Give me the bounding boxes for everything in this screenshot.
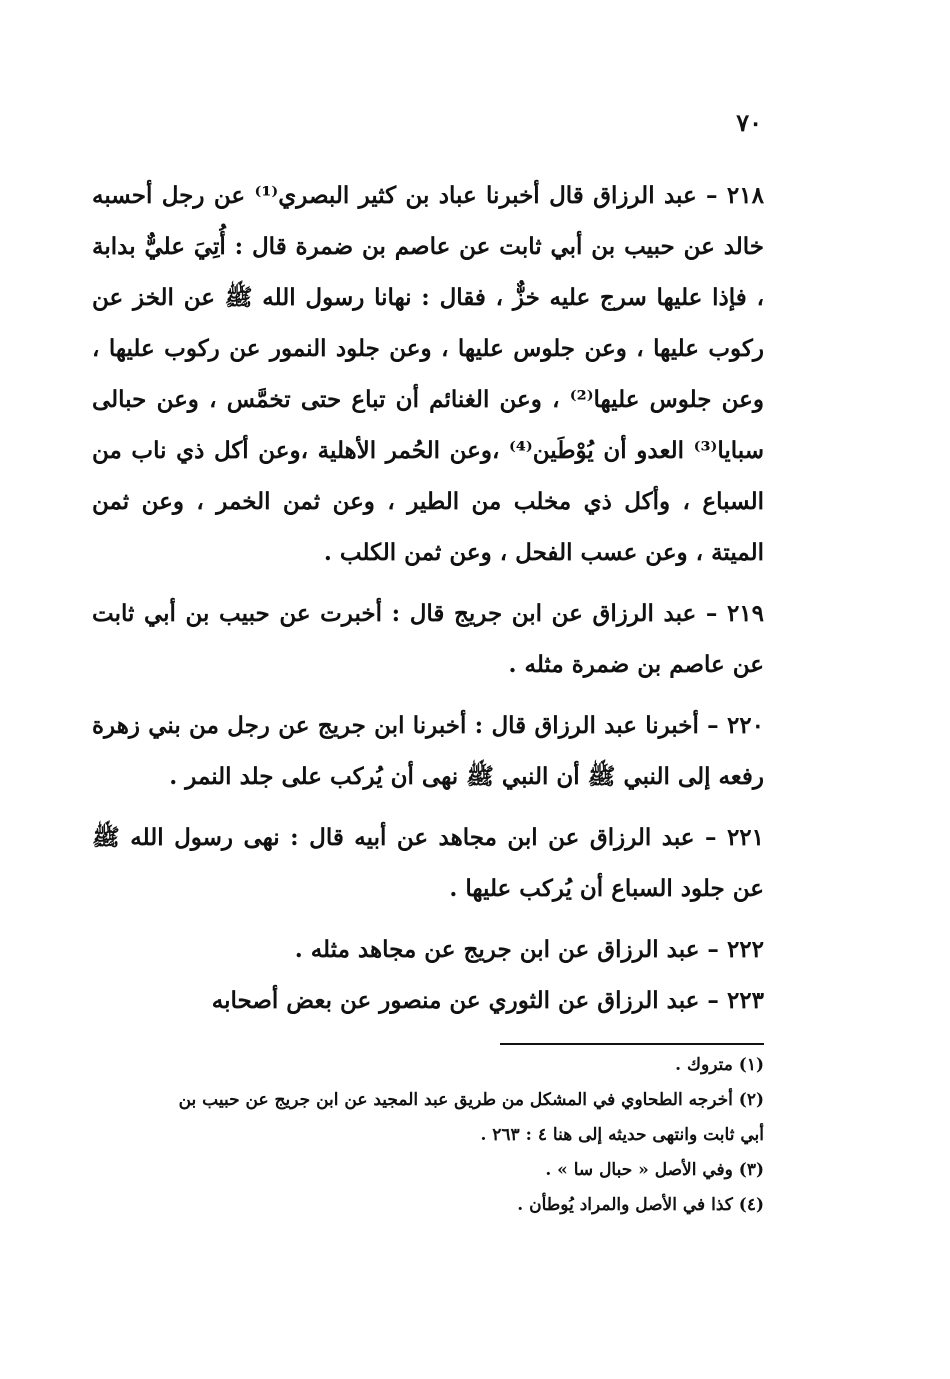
hadith-221: ٢٢١ – عبد الرزاق عن ابن مجاهد عن أبيه قال : نهى رسول الله ﷺ عن جلود السباع أن يُركب عليها . <box>92 824 764 902</box>
footnote-divider <box>500 1043 764 1045</box>
page-number: ٧٠ <box>736 108 762 137</box>
main-text-block <box>92 170 764 1026</box>
hadith-219: ٢١٩ – عبد الرزاق عن ابن جريج قال : أخبرت عن حبيب بن أبي ثابت عن عاصم بن ضمرة مثله . <box>92 600 764 678</box>
hadith-223: ٢٢٣ – عبد الرزاق عن الثوري عن منصور عن بعض أصحابه <box>211 987 764 1014</box>
footnote-3: (٣) وفي الأصل « حبال سا » . <box>545 1160 764 1180</box>
footnote-2-continuation: أبي ثابت وانتهى حديثه إلى هنا ٤ : ٢٦٣ . <box>480 1125 764 1145</box>
footnote-1: (١) متروك . <box>675 1055 764 1075</box>
footnote-4: (٤) كذا في الأصل والمراد يُوطأن . <box>517 1195 764 1215</box>
hadith-222: ٢٢٢ – عبد الرزاق عن ابن جريج عن مجاهد مثله . <box>294 936 764 963</box>
footnotes-block <box>92 1048 764 1223</box>
hadith-218: ٢١٨ – عبد الرزاق قال أخبرنا عباد بن كثير البصري⁽¹⁾ عن رجل أحسبه خالد عن حبيب بن أبي ثابت عن عاصم بن ضمرة قال : أُتِيَ عليٌّ بدابة ، فإذا عليها سرج عليه خزٌّ ، فقال : نهانا رسول الله ﷺ عن الخز عن ركوب عليها ، وعن جلوس عليها ، وعن جلود النمور عن ركوب عليها ، وعن جلوس عليها⁽²⁾ ، وعن الغنائم أن تباع حتى تخمَّس ، وعن حبالى سبايا⁽³⁾ العدو أن يُوْطَين⁽⁴⁾ ،وعن الحُمر الأهلية ،وعن أكل ذي ناب من السباع ، وأكل ذي مخلب من الطير ، وعن ثمن الخمر ، وعن ثمن الميتة ، وعن عسب الفحل ، وعن ثمن الكلب . <box>92 182 764 566</box>
hadith-220: ٢٢٠ – أخبرنا عبد الرزاق قال : أخبرنا ابن جريج عن رجل من بني زهرة رفعه إلى النبي ﷺ أن النبي ﷺ نهى أن يُركب على جلد النمر . <box>92 712 764 790</box>
footnote-2: (٢) أخرجه الطحاوي في المشكل من طريق عبد المجيد عن ابن جريج عن حبيب بن <box>178 1090 764 1110</box>
